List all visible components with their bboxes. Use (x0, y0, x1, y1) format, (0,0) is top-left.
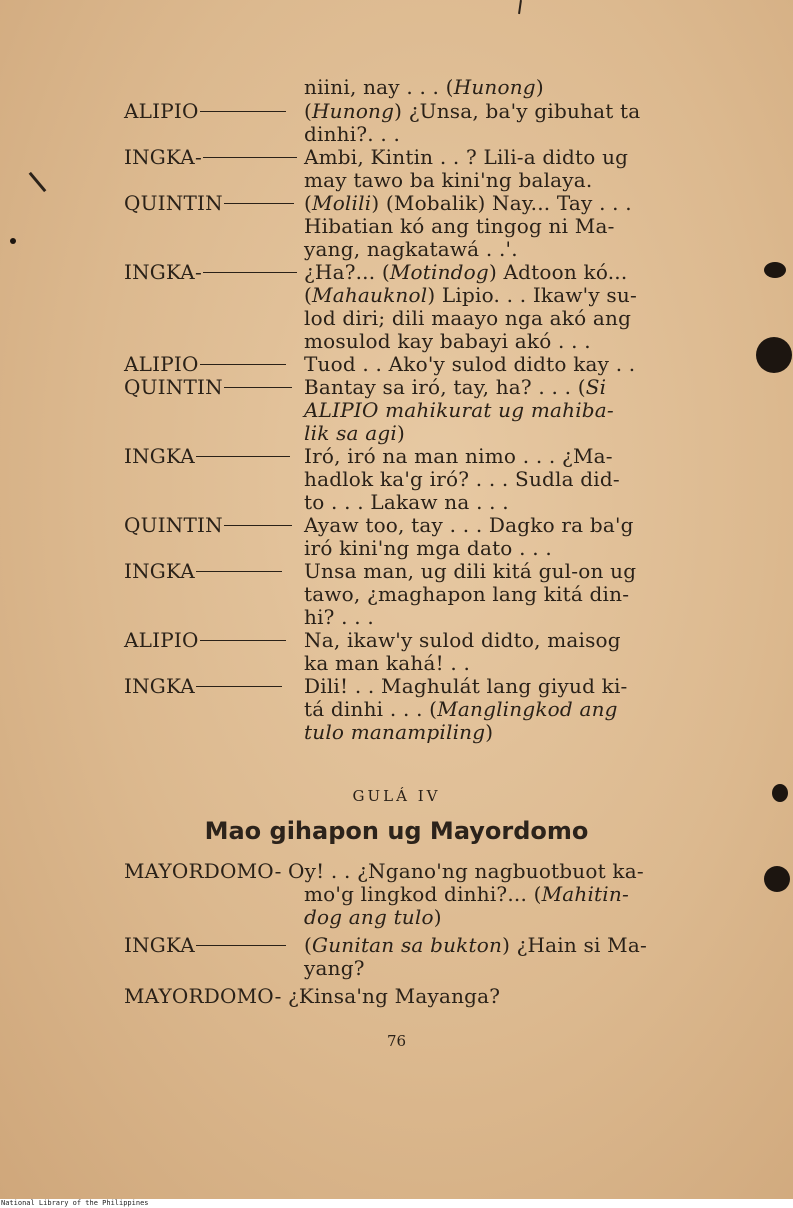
footer-text: National Library of the Philippines (1, 1199, 149, 1207)
ink-spot (756, 337, 792, 373)
ink-spot (764, 262, 786, 278)
dialogue-line: tulo manampiling) (304, 720, 494, 744)
ink-spot (10, 238, 16, 244)
dialogue-line: ¿Ha?... (Motindog) Adtoon kó... (304, 260, 628, 284)
speaker-name: ALIPIO (124, 629, 287, 652)
dialogue-line: mo'g lingkod dinhi?... (Mahitin- (304, 882, 629, 906)
dialogue-line: (Hunong) ¿Unsa, ba'y gibuhat ta (304, 99, 641, 123)
speaker-name: QUINTIN (124, 514, 293, 537)
dialogue-line: tá dinhi . . . (Manglingkod ang (304, 697, 618, 721)
pen-mark (29, 172, 47, 192)
dialogue-line: ¿Kinsa'ng Mayanga? (288, 984, 501, 1008)
dialogue-line: (Molili) (Mobalik) Nay... Tay . . . (304, 191, 632, 215)
dialogue-line: niini, nay . . . (Hunong) (304, 75, 544, 99)
page-number: 76 (386, 1032, 407, 1050)
dialogue-line: (Gunitan sa bukton) ¿Hain si Ma- (304, 933, 647, 957)
dialogue-line: Bantay sa iró, tay, ha? . . . (Si (304, 375, 607, 399)
speaker-name: INGKA (124, 560, 283, 583)
pen-mark (518, 0, 522, 14)
dialogue-line: dog ang tulo) (304, 905, 442, 929)
speaker-name: ALIPIO (124, 353, 287, 376)
speaker-name: QUINTIN (124, 192, 295, 215)
speaker-name: MAYORDOMO- (124, 984, 282, 1008)
dialogue-line: Ambi, Kintin . . ? Lili-a didto ug (304, 145, 629, 169)
dialogue-line: dinhi?. . . (304, 122, 401, 146)
dialogue-line: tawo, ¿maghapon lang kitá din- (304, 582, 630, 606)
dialogue-line: Na, ikaw'y sulod didto, maisog (304, 628, 621, 652)
ink-spot (764, 866, 790, 892)
dialogue-line: Oy! . . ¿Ngano'ng nagbuotbuot ka- (288, 859, 644, 883)
dialogue-line: hi? . . . (304, 605, 374, 629)
dialogue-line: ka man kahá! . . (304, 651, 471, 675)
dialogue-line: Dili! . . Maghulát lang giyud ki- (304, 674, 628, 698)
dialogue-line: lik sa agi) (304, 421, 405, 445)
speaker-name: INGKA (124, 445, 291, 468)
speaker-name: ALIPIO (124, 100, 287, 123)
dialogue-line: Ayaw too, tay . . . Dagko ra ba'g (304, 513, 634, 537)
ink-spot (772, 784, 788, 802)
speaker-name: INGKA (124, 675, 283, 698)
dialogue-line: Hibatian kó ang tingog ni Ma- (304, 214, 615, 238)
speaker-name: INGKA (124, 934, 287, 957)
dialogue-line: yang, nagkatawá . .'. (304, 237, 518, 261)
speaker-name: INGKA- (124, 261, 298, 284)
dialogue-line: Unsa man, ug dili kitá gul-on ug (304, 559, 637, 583)
dialogue-line: Tuod . . Ako'y sulod didto kay . . (304, 352, 636, 376)
dialogue-line: mosulod kay babayi akó . . . (304, 329, 591, 353)
scene-label: GULÁ IV (352, 787, 441, 805)
dialogue-line: Iró, iró na man nimo . . . ¿Ma- (304, 444, 613, 468)
dialogue-line: ALIPIO mahikurat ug mahiba- (304, 398, 614, 422)
dialogue-line: yang? (304, 956, 365, 980)
dialogue-line: to . . . Lakaw na . . . (304, 490, 509, 514)
dialogue-line: (Mahauknol) Lipio. . . Ikaw'y su- (304, 283, 637, 307)
dialogue-line: iró kini'ng mga dato . . . (304, 536, 552, 560)
speaker-name: INGKA- (124, 146, 298, 169)
dialogue-line: may tawo ba kini'ng balaya. (304, 168, 593, 192)
scene-title: Mao gihapon ug Mayordomo (204, 817, 589, 845)
dialogue-line: hadlok ka'g iró? . . . Sudla did- (304, 467, 620, 491)
speaker-name: MAYORDOMO- (124, 859, 282, 883)
speaker-name: QUINTIN (124, 376, 293, 399)
dialogue-line: lod diri; dili maayo nga akó ang (304, 306, 632, 330)
